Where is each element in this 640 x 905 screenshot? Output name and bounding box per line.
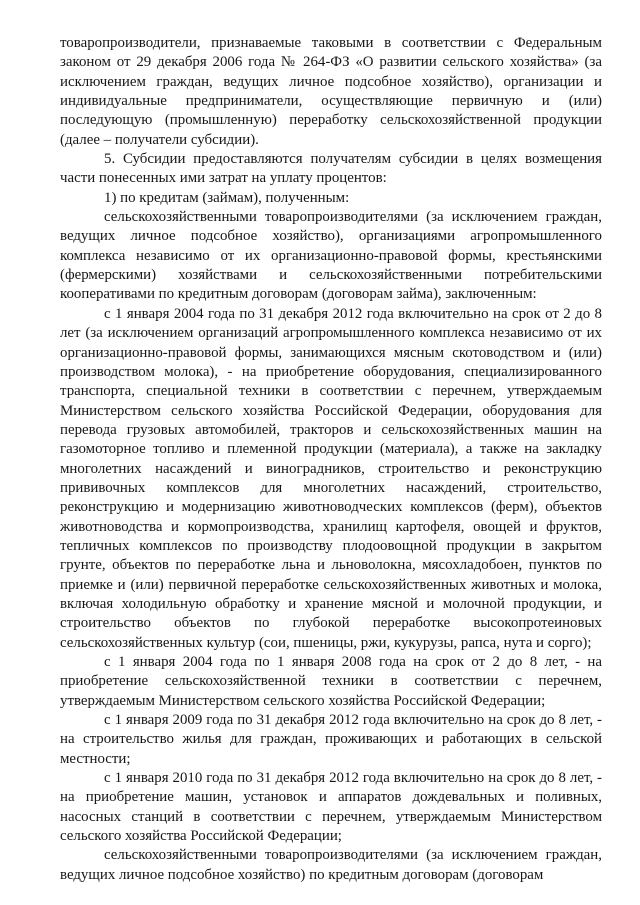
document-body (60, 34, 602, 885)
paragraph-producers: сельскохозяйственными товаропроизводителями (за исключением граждан, ведущих личное подсобное хозяйство), организациями агропромышленного комплекса независимо от их организационно-правовой формы, крестьянскими (фермерскими) хозяйствами и сельскохозяйственными потребительскими кооперативами по кредитным договорам (договорам займа), заключенным: (60, 209, 602, 303)
paragraph-2004-2008-machinery: с 1 января 2004 года по 1 января 2008 года на срок от 2 до 8 лет, - на приобретение сельскохозяйственной техники в соответствии с перечнем, утверждаемым Министерством сельского хозяйства Российской Федерации; (60, 654, 602, 709)
paragraph-producers-loans: сельскохозяйственными товаропроизводителями (за исключением граждан, ведущих личное подсобное хозяйство) по кредитным договорам (договорам (60, 847, 602, 883)
paragraph-2010-2012-irrigation: с 1 января 2010 года по 31 декабря 2012 года включительно на срок до 8 лет, - на приобретение машин, установок и аппаратов дождевальных и поливных, насосных станций в соответствии с перечнем, утверждаемым Министерством сельского хозяйства Российской Федерации; (60, 770, 602, 845)
paragraph-item-1: 1) по кредитам (займам), полученным: (104, 189, 350, 206)
paragraph-2009-2012-housing: с 1 января 2009 года по 31 декабря 2012 года включительно на срок до 8 лет, - на строительство жилья для граждан, проживающих и работающих в сельской местности; (60, 712, 602, 767)
paragraph-recipients-continuation: товаропроизводители, признаваемые таковыми в соответствии с Федеральным законом от 29 декабря 2006 года № 264-ФЗ «О развитии сельского хозяйства» (за исключением граждан, ведущих личное подсобное хозяйство), организации и индивидуальные предприниматели, осуществляющие первичную и (или) последующую (промышленную) переработку сельскохозяйственной продукции (далее – получатели субсидии). (60, 35, 602, 148)
paragraph-2004-2012-long-term: с 1 января 2004 года по 31 декабря 2012 года включительно на срок от 2 до 8 лет (за исключением организаций агропромышленного комплекса независимо от их организационно-правовой формы, занимающихся мясным скотоводством и (или) производством молока), - на приобретение оборудования, специализированного транспорта, специальной техники в соответствии с перечнем, утверждаемым Министерством сельского хозяйства Российской Федерации, оборудования для перевода грузовых автомобилей, тракторов и сельскохозяйственных машин на газомоторное топливо и племенной продукции (материала), а также на закладку многолетних насаждений и виноградников, строительство и реконструкцию прививочных комплексов для многолетних насаждений, строительство, реконструкцию и модернизацию животноводческих комплексов (ферм), объектов животноводства и кормопроизводства, хранилищ картофеля, овощей и фруктов, тепличных комплексов по производству плодоовощной продукции в закрытом грунте, объектов по переработке льна и льноволокна, мясохладобоен, пунктов по приемке и (или) первичной переработке сельскохозяйственных животных и молока, включая холодильную обработку и хранение мясной и молочной продукции, и строительство объектов по глубокой переработке высокопротеиновых сельскохозяйственных культур (сои, пшеницы, ржи, кукурузы, рапса, нута и сорго); (60, 305, 602, 651)
paragraph-clause-5: 5. Субсидии предоставляются получателям субсидии в целях возмещения части понесенных ими затрат на уплату процентов: (60, 151, 602, 187)
